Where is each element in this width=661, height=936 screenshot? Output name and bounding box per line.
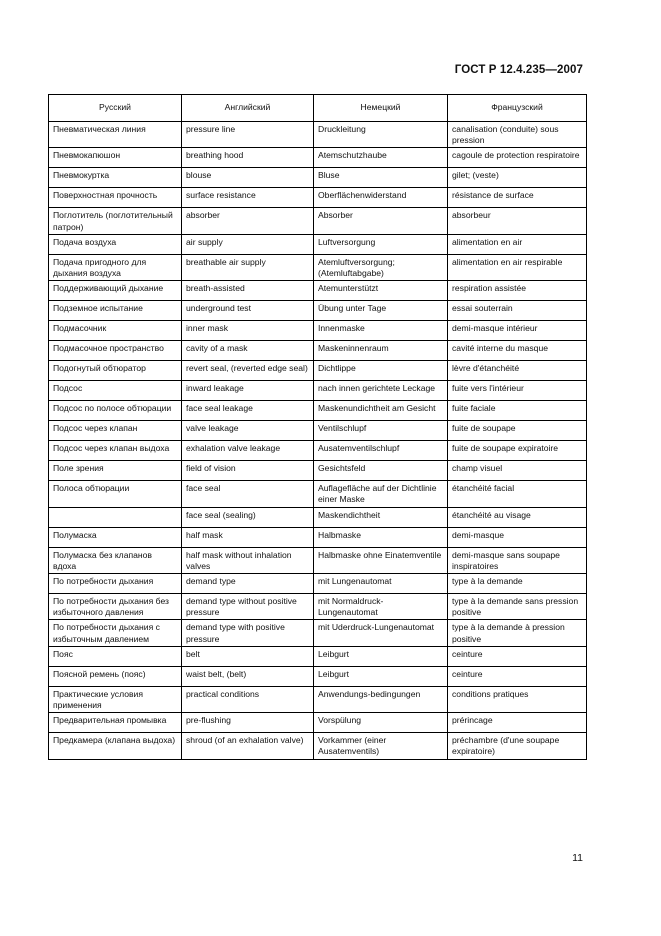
term-german: Oberflächenwiderstand: [314, 188, 448, 208]
term-french: demi-masque: [448, 527, 587, 547]
term-english: pre-flushing: [182, 713, 314, 733]
term-german: Innenmaske: [314, 321, 448, 341]
term-russian: Полоса обтюрации: [49, 481, 182, 507]
term-french: ceinture: [448, 646, 587, 666]
table-row: [49, 646, 587, 666]
table-row: [49, 208, 587, 234]
term-russian: Полумаска без клапанов вдоха: [49, 547, 182, 573]
term-russian: Подача воздуха: [49, 234, 182, 254]
term-german: Halbmaske: [314, 527, 448, 547]
table-row: [49, 301, 587, 321]
table-row: [49, 527, 587, 547]
term-german: Atemluftversorgung; (Atemluftabgabe): [314, 254, 448, 280]
term-french: cavité interne du masque: [448, 341, 587, 361]
term-german: Gesichtsfeld: [314, 461, 448, 481]
term-russian: Подмасочник: [49, 321, 182, 341]
table-header-row: [49, 95, 587, 122]
term-french: essai souterrain: [448, 301, 587, 321]
term-russian: Поддерживающий дыхание: [49, 281, 182, 301]
terms-table: [48, 94, 587, 760]
table-row: [49, 461, 587, 481]
term-english: cavity of a mask: [182, 341, 314, 361]
term-english: revert seal, (reverted edge seal): [182, 361, 314, 381]
table-body: [49, 122, 587, 760]
table-row: [49, 341, 587, 361]
term-english: face seal leakage: [182, 401, 314, 421]
term-english: breath-assisted: [182, 281, 314, 301]
term-french: demi-masque intérieur: [448, 321, 587, 341]
term-german: Bluse: [314, 168, 448, 188]
table-row: [49, 481, 587, 507]
table-row: [49, 361, 587, 381]
term-french: fuite de soupape expiratoire: [448, 441, 587, 461]
term-russian: Пневмокапюшон: [49, 148, 182, 168]
term-russian: Подсос через клапан: [49, 421, 182, 441]
term-french: gilet; (veste): [448, 168, 587, 188]
column-header-russian: Русский: [49, 95, 182, 122]
term-russian: Полумаска: [49, 527, 182, 547]
term-english: absorber: [182, 208, 314, 234]
term-german: Übung unter Tage: [314, 301, 448, 321]
term-german: Maskeninnenraum: [314, 341, 448, 361]
table-row: [49, 594, 587, 620]
term-english: air supply: [182, 234, 314, 254]
term-french: cagoule de protection respiratoire: [448, 148, 587, 168]
term-german: mit Lungenautomat: [314, 574, 448, 594]
term-german: mit Normaldruck-Lungenautomat: [314, 594, 448, 620]
term-russian: Пневматическая линия: [49, 122, 182, 148]
term-french: étanchéité facial: [448, 481, 587, 507]
term-english: field of vision: [182, 461, 314, 481]
table-row: [49, 441, 587, 461]
term-russian: По потребности дыхания: [49, 574, 182, 594]
table-row: [49, 234, 587, 254]
table-row: [49, 401, 587, 421]
table-row: [49, 666, 587, 686]
term-german: Leibgurt: [314, 646, 448, 666]
term-russian: Подача пригодного для дыхания воздуха: [49, 254, 182, 280]
term-english: practical conditions: [182, 686, 314, 712]
term-english: breathable air supply: [182, 254, 314, 280]
term-french: alimentation en air respirable: [448, 254, 587, 280]
term-russian: Поле зрения: [49, 461, 182, 481]
term-russian: Пневмокуртка: [49, 168, 182, 188]
term-english: inner mask: [182, 321, 314, 341]
term-russian: По потребности дыхания с избыточным давлением: [49, 620, 182, 646]
term-french: prérincage: [448, 713, 587, 733]
term-russian: Поверхностная прочность: [49, 188, 182, 208]
term-german: mit Uderdruck-Lungenautomat: [314, 620, 448, 646]
term-german: Leibgurt: [314, 666, 448, 686]
term-english: belt: [182, 646, 314, 666]
term-english: exhalation valve leakage: [182, 441, 314, 461]
term-german: Dichtlippe: [314, 361, 448, 381]
term-english: pressure line: [182, 122, 314, 148]
term-english: face seal: [182, 481, 314, 507]
term-french: canalisation (conduite) sous pression: [448, 122, 587, 148]
term-english: shroud (of an exhalation valve): [182, 733, 314, 759]
term-russian: По потребности дыхания без избыточного давления: [49, 594, 182, 620]
term-german: Maskendichtheit: [314, 507, 448, 527]
table-row: [49, 713, 587, 733]
term-english: inward leakage: [182, 381, 314, 401]
table-row: [49, 188, 587, 208]
term-english: underground test: [182, 301, 314, 321]
term-german: Ausatemventilschlupf: [314, 441, 448, 461]
term-german: Vorspülung: [314, 713, 448, 733]
term-german: Anwendungs-bedingungen: [314, 686, 448, 712]
term-russian: Подсос по полосе обтюрации: [49, 401, 182, 421]
term-english: surface resistance: [182, 188, 314, 208]
term-english: waist belt, (belt): [182, 666, 314, 686]
table-row: [49, 547, 587, 573]
term-french: type à la demande sans pression positive: [448, 594, 587, 620]
table-row: [49, 686, 587, 712]
term-russian: Подогнутый обтюратор: [49, 361, 182, 381]
term-english: demand type: [182, 574, 314, 594]
column-header-german: Немецкий: [314, 95, 448, 122]
term-russian: Подсос: [49, 381, 182, 401]
table-row: [49, 620, 587, 646]
table-row: [49, 148, 587, 168]
term-french: fuite faciale: [448, 401, 587, 421]
term-german: Druckleitung: [314, 122, 448, 148]
column-header-french: Французский: [448, 95, 587, 122]
term-german: Ventilschlupf: [314, 421, 448, 441]
term-russian: Подземное испытание: [49, 301, 182, 321]
term-german: Halbmaske ohne Einatemventile: [314, 547, 448, 573]
term-german: Maskenundichtheit am Gesicht: [314, 401, 448, 421]
term-french: étanchéité au visage: [448, 507, 587, 527]
term-english: demand type without positive pressure: [182, 594, 314, 620]
document-header: ГОСТ Р 12.4.235—2007: [454, 64, 583, 76]
term-german: Luftversorgung: [314, 234, 448, 254]
term-english: blouse: [182, 168, 314, 188]
table-row: [49, 281, 587, 301]
term-french: alimentation en air: [448, 234, 587, 254]
table-row: [49, 321, 587, 341]
table-row: [49, 507, 587, 527]
term-english: face seal (sealing): [182, 507, 314, 527]
term-german: Absorber: [314, 208, 448, 234]
term-french: absorbeur: [448, 208, 587, 234]
term-english: half mask: [182, 527, 314, 547]
term-russian: Поглотитель (поглотительный патрон): [49, 208, 182, 234]
term-french: fuite de soupape: [448, 421, 587, 441]
term-french: ceinture: [448, 666, 587, 686]
term-english: valve leakage: [182, 421, 314, 441]
term-french: résistance de surface: [448, 188, 587, 208]
term-french: demi-masque sans soupape inspiratoires: [448, 547, 587, 573]
page-number: 11: [572, 852, 583, 864]
term-russian: Подсос через клапан выдоха: [49, 441, 182, 461]
term-russian: Практические условия применения: [49, 686, 182, 712]
table-row: [49, 733, 587, 759]
term-german: Auflagefläche auf der Dichtlinie einer Maske: [314, 481, 448, 507]
term-german: Vorkammer (einer Ausatemventils): [314, 733, 448, 759]
table-row: [49, 381, 587, 401]
term-german: Atemschutzhaube: [314, 148, 448, 168]
term-german: Atemunterstützt: [314, 281, 448, 301]
term-french: conditions pratiques: [448, 686, 587, 712]
term-english: breathing hood: [182, 148, 314, 168]
term-russian: [49, 507, 182, 527]
term-russian: Поясной ремень (пояс): [49, 666, 182, 686]
term-russian: Пояс: [49, 646, 182, 666]
term-english: half mask without inhalation valves: [182, 547, 314, 573]
term-french: respiration assistée: [448, 281, 587, 301]
term-russian: Предкамера (клапана выдоха): [49, 733, 182, 759]
column-header-english: Английский: [182, 95, 314, 122]
term-french: type à la demande: [448, 574, 587, 594]
term-french: champ visuel: [448, 461, 587, 481]
term-french: lèvre d'étanchéité: [448, 361, 587, 381]
table-row: [49, 122, 587, 148]
table-row: [49, 574, 587, 594]
term-german: nach innen gerichtete Leckage: [314, 381, 448, 401]
term-french: type à la demande à pression positive: [448, 620, 587, 646]
term-english: demand type with positive pressure: [182, 620, 314, 646]
term-russian: Подмасочное пространство: [49, 341, 182, 361]
table-row: [49, 168, 587, 188]
table-row: [49, 421, 587, 441]
term-russian: Предварительная промывка: [49, 713, 182, 733]
table-row: [49, 254, 587, 280]
term-french: fuite vers l'intérieur: [448, 381, 587, 401]
term-french: préchambre (d'une soupape expiratoire): [448, 733, 587, 759]
